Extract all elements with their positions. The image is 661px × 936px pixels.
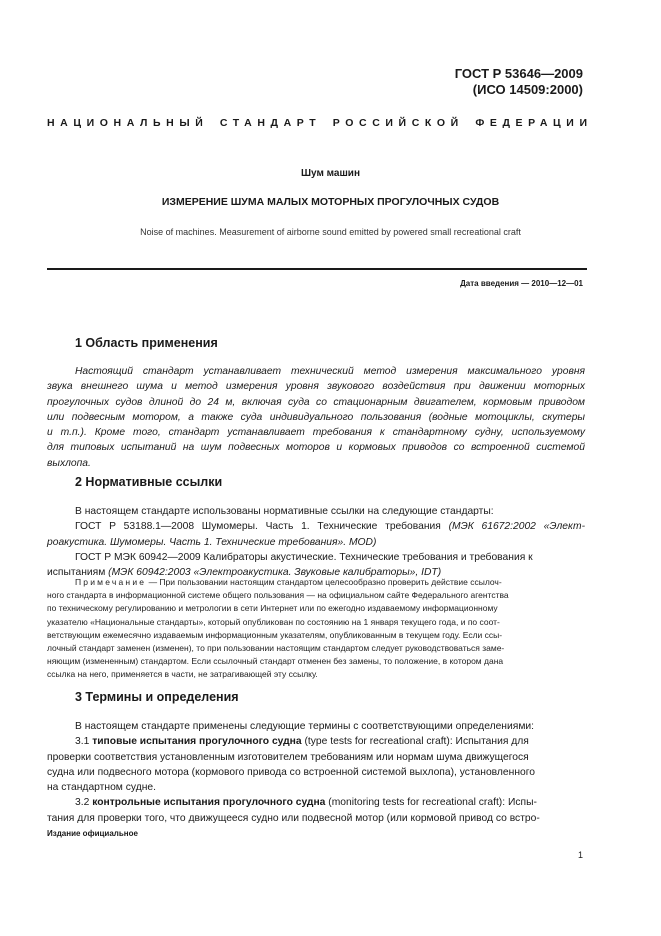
section-3-body [47, 719, 585, 826]
note-line: няющим (измененным) стандартом. Если ссылочный стандарт отменен без замены, то положение, в котором дана [47, 656, 504, 667]
introduction-date: Дата введения — 2010—12—01 [460, 279, 583, 288]
term-definition: (type tests for recreational craft): Испытания для [301, 736, 529, 748]
horizontal-rule [47, 268, 587, 270]
text-line: и т.п.). Кроме того, стандарт устанавливает требования к стандартному судну, используемому [47, 427, 585, 439]
reference-source: (МЭК 61672:2002 «Элект- [448, 521, 585, 533]
section-heading: 1 Область применения [75, 336, 218, 350]
term-number: 3.1 [75, 736, 93, 748]
reference-source: (МЭК 60942:2003 «Электроакустика. Звуковые калибраторы», IDT) [108, 567, 442, 579]
term-definition: (monitoring tests for recreational craft): Испы- [325, 797, 537, 809]
text-line: В настоящем стандарте применены следующие термины с соответствующими определениями: [75, 721, 535, 732]
term-name: типовые испытания прогулочного судна [92, 736, 302, 748]
text-line: для типовых испытаний на шум подвесных моторов и кормовых приводов со встроенной системой [47, 442, 585, 454]
iso-number: (ИСО 14509:2000) [472, 82, 583, 97]
note-line: ссылка на него, применяется в части, не затрагивающей эту ссылку. [47, 669, 318, 680]
english-title: Noise of machines. Measurement of airborne sound emitted by powered small recreational craft [140, 227, 521, 237]
text-line: звука внешнего шума и метод измерения уровня звукового воздействия при движении моторных [47, 381, 585, 393]
gost-number: ГОСТ Р 53646—2009 [454, 66, 583, 81]
section-heading: 3 Термины и определения [75, 690, 239, 704]
term-3-1 [47, 734, 585, 749]
note-line [47, 576, 585, 589]
reference-gost-53188 [47, 519, 585, 534]
gost-designation [455, 66, 583, 98]
note-line: ветствующим ежемесячно издаваемым информационным указателям, опубликованным в текущем году. Если ссы- [47, 629, 503, 640]
term-name: контрольные испытания прогулочного судна [92, 797, 326, 809]
note-line: лочный стандарт заменен (изменен), то при пользовании настоящим стандартом следует руководствоваться заме- [47, 643, 505, 654]
text-line: на стандартном судне. [47, 782, 156, 794]
national-standard-banner [47, 117, 593, 129]
note-text: — При пользовании настоящим стандартом целесообразно проверить действие ссылоч- [146, 577, 502, 587]
text-line: В настоящем стандарте использованы нормативные ссылки на следующие стандарты: [75, 506, 494, 517]
text-line: проверки соответствия установленным изготовителем требованиям или нормам шума движущегося [47, 751, 529, 763]
title-category: Шум машин [300, 168, 360, 179]
text-line: или подвесным мотором, а также суда индивидуального пользования (водные мотоциклы, скутеры [47, 411, 585, 423]
reference-text: ГОСТ Р 53188.1—2008 Шумомеры. Часть 1. Технические требования [75, 521, 449, 533]
section-heading: 2 Нормативные ссылки [75, 475, 223, 489]
text-line: роакустика. Шумомеры. Часть 1. Технические требования». MOD) [47, 536, 377, 548]
reference-gost-60942: ГОСТ Р МЭК 60942—2009 Калибраторы акустические. Технические требования и требования к [75, 551, 533, 563]
text-line: Настоящий стандарт устанавливает технический метод измерения максимального уровня [75, 366, 585, 377]
text-line: судна или подвесного мотора (кормового привода со встроенной системой выхлопа), установленного [47, 766, 536, 778]
text-line: прогулочных судов длиной до 24 м, включая суда со стационарным двигателем, кормовым приводом [47, 396, 585, 408]
edition-label: Издание официальное [47, 829, 138, 838]
note-line: указателю «Национальные стандарты», который опубликован по состоянию на 1 января текущего года, и по соот- [47, 616, 500, 627]
banner-word: РОССИЙСКОЙ [332, 117, 464, 129]
term-number: 3.2 [75, 797, 93, 809]
section-1-body [47, 364, 585, 471]
text-line: выхлопа. [47, 457, 91, 469]
banner-word: СТАНДАРТ [219, 117, 322, 129]
document-title: ИЗМЕРЕНИЕ ШУМА МАЛЫХ МОТОРНЫХ ПРОГУЛОЧНЫХ СУДОВ [161, 196, 500, 208]
note-block [47, 576, 585, 682]
reference-text: испытаниям [47, 567, 109, 579]
banner-word: ФЕДЕРАЦИИ [475, 117, 593, 129]
term-3-2 [47, 795, 585, 810]
banner-word: НАЦИОНАЛЬНЫЙ [47, 117, 209, 129]
note-line: по техническому регулированию и метрологии в сети Интернет или по ежегодно издаваемому информационному [47, 603, 498, 614]
section-2-body [47, 504, 585, 580]
page-number: 1 [577, 850, 583, 860]
note-line: ного стандарта в информационной системе общего пользования — на официальном сайте Федерального агентства [47, 590, 509, 601]
text-line: тания для проверки того, что движущееся судно или подвесной мотор (или кормовой привод со встро- [47, 812, 540, 824]
note-label: Примечание [75, 577, 147, 587]
